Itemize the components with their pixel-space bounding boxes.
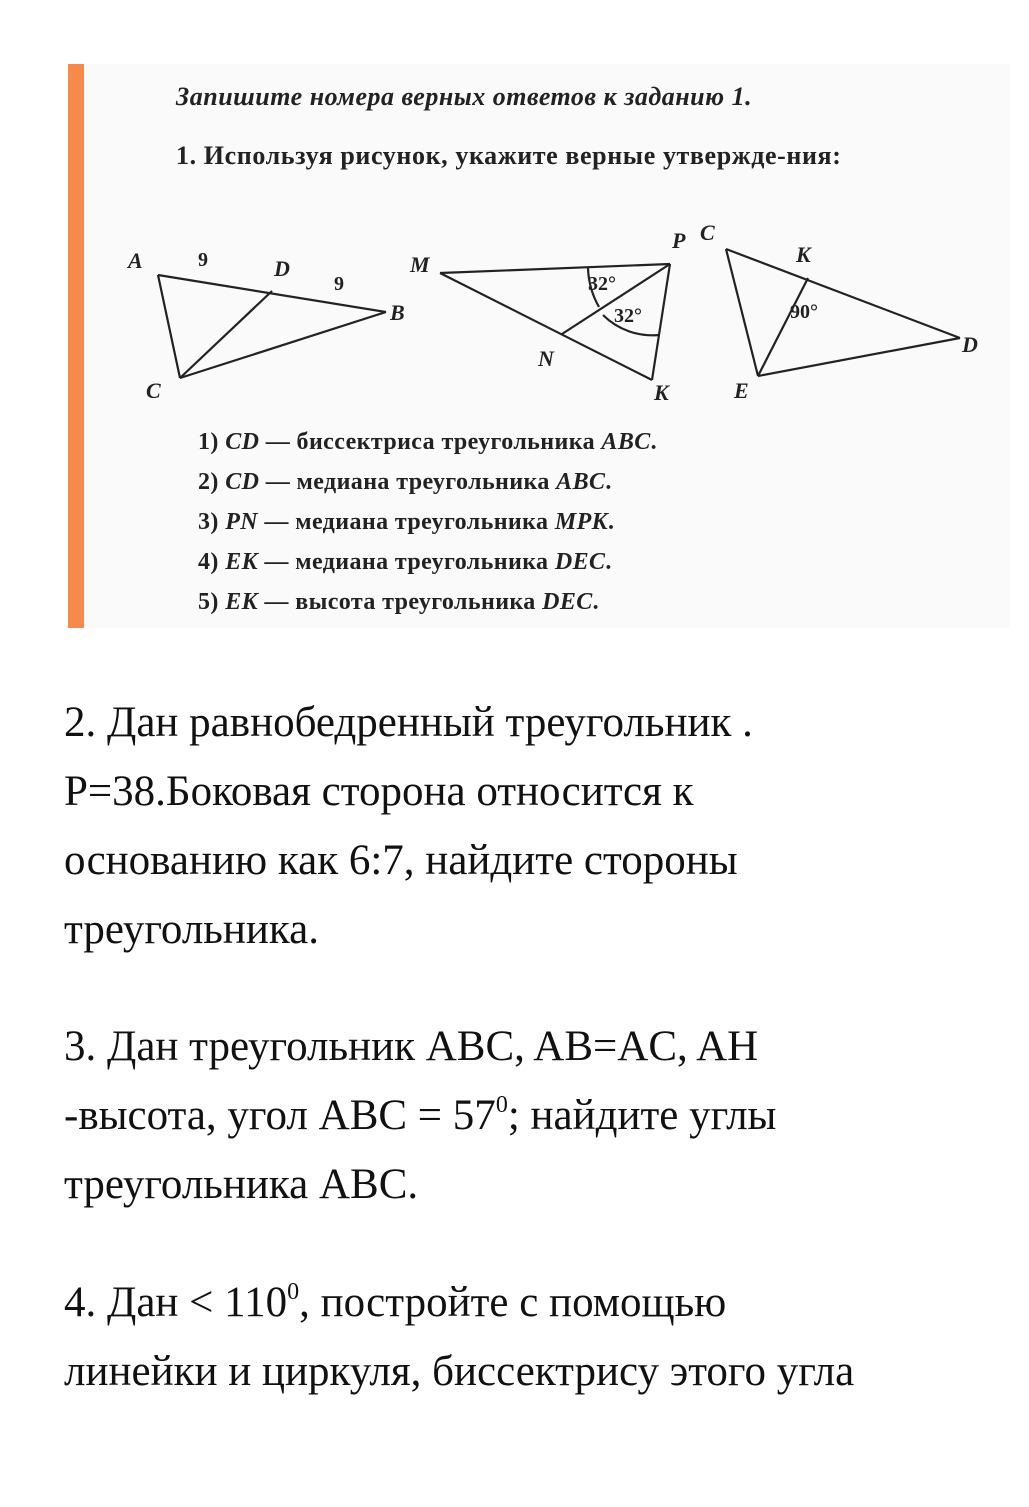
q3-line-2: -высота, угол ABC = $57^0$; найдите углы xyxy=(64,1092,777,1139)
q2-line-3: основанию как 6:7, найдите стороны xyxy=(64,837,738,884)
triangle-abc xyxy=(158,275,386,378)
label-c1: C xyxy=(146,378,161,403)
instruction-text: Запишите номера верных ответов к заданию 1. xyxy=(176,82,753,111)
q2-line-4: треугольника. xyxy=(64,906,319,953)
label-side-9a: 9 xyxy=(198,249,208,271)
label-d1: D xyxy=(274,256,290,281)
label-angle-32b: 32° xyxy=(614,305,642,327)
option-5: 5) EK — высота треугольника DEC. xyxy=(198,589,600,615)
answer-options xyxy=(198,422,657,622)
label-m: M xyxy=(410,252,430,277)
side-pk xyxy=(652,264,670,380)
side-ed xyxy=(758,338,960,376)
label-a: A xyxy=(128,248,143,273)
segment-cd xyxy=(180,291,272,378)
label-c2: C xyxy=(700,220,715,245)
label-k1: K xyxy=(654,380,669,405)
side-ac xyxy=(158,275,180,378)
segment-ek xyxy=(758,278,808,376)
question-3 xyxy=(64,1012,1019,1219)
side-cd xyxy=(726,249,960,338)
option-3: 3) PN — медиана треугольника MPK. xyxy=(198,509,615,535)
label-k2: K xyxy=(796,242,811,267)
label-d2: D xyxy=(962,332,978,357)
option-4: 4) EK — медиана треугольника DEC. xyxy=(198,549,612,575)
option-2: 2) CD — медиана треугольника ABC. xyxy=(198,469,612,495)
task1-text: 1. Используя рисунок, укажите верные утвержде-ния: xyxy=(176,141,842,170)
degree-sup: 0 xyxy=(287,1279,300,1305)
q4-line-2: линейки и циркуля, биссектрису этого угла xyxy=(64,1348,855,1395)
label-e: E xyxy=(734,378,749,403)
label-p: P xyxy=(672,228,686,253)
option-1: 1) CD — биссектриса треугольника ABC. xyxy=(198,429,658,455)
q2-line-1: 2. Дан равнобедренный треугольник . xyxy=(64,699,753,746)
triangle-dec xyxy=(726,249,960,376)
side-cb xyxy=(180,312,386,378)
label-side-9b: 9 xyxy=(334,273,344,295)
side-ce xyxy=(726,249,758,376)
question-4 xyxy=(64,1268,1019,1406)
q2-line-2: P=38.Боковая сторона относится к xyxy=(64,768,694,815)
q3-line-1: 3. Дан треугольник ABC, AB=AC, AH xyxy=(64,1023,759,1070)
label-angle-90: 90° xyxy=(790,301,818,323)
q4-line-1: 4. Дан < $110^0$, постройте с помощью xyxy=(64,1279,727,1326)
degree-sup: 0 xyxy=(495,1092,508,1118)
q3-line-3: треугольника ABC. xyxy=(64,1161,419,1208)
label-angle-32a: 32° xyxy=(588,273,616,295)
question-2 xyxy=(64,688,1019,964)
side-mp xyxy=(440,264,670,273)
label-n: N xyxy=(538,346,554,371)
label-b: B xyxy=(390,300,405,325)
side-ab xyxy=(158,275,386,312)
